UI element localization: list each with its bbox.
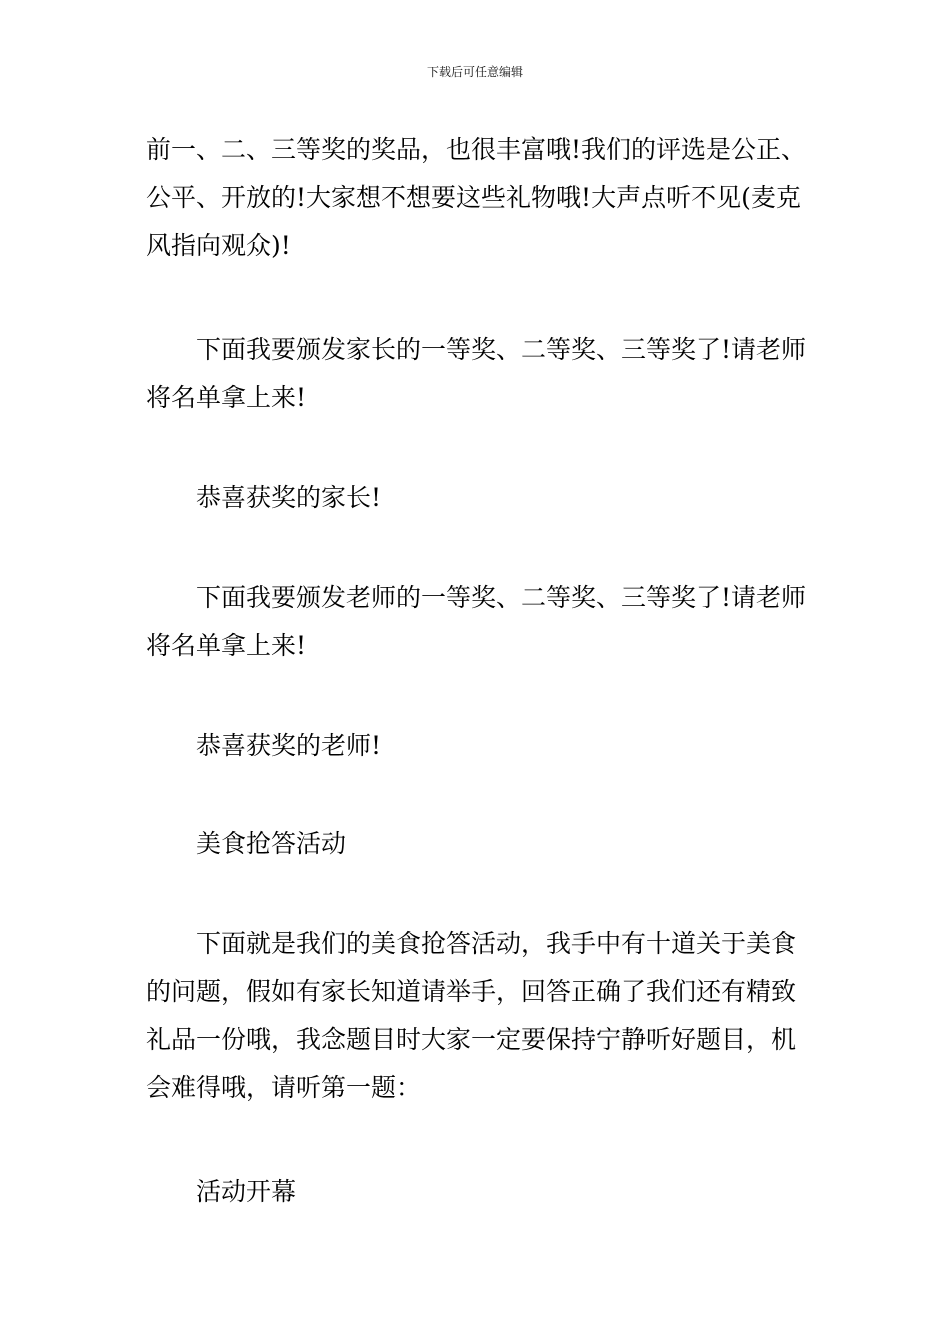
paragraph-food-quiz: 下面就是我们的美食抢答活动，我手中有十道关于美食的问题，假如有家长知道请举手，回答正确了我们还有精致礼品一份哦，我念题目时大家一定要保持宁静听好题目，机会难得哦，请听第一题： bbox=[146, 929, 797, 1102]
page-header: 下载后可任意编辑 bbox=[426, 65, 523, 79]
paragraph-teacher-awards: 下面我要颁发老师的一等奖、二等奖、三等奖了!请老师将名单拿上来! bbox=[146, 583, 807, 660]
section-heading-food-quiz: 美食抢答活动 bbox=[196, 829, 347, 858]
section-heading-opening: 活动开幕 bbox=[196, 1177, 297, 1206]
paragraph-congrats-parents: 恭喜获奖的家长! bbox=[196, 483, 382, 512]
paragraph-prize-intro: 前一、二、三等奖的奖品，也很丰富哦!我们的评选是公正、公平、开放的!大家想不想要这些礼物哦!大声点听不见(麦克风指向观众)! bbox=[146, 135, 807, 260]
paragraph-congrats-teachers: 恭喜获奖的老师! bbox=[196, 731, 382, 760]
paragraph-parent-awards: 下面我要颁发家长的一等奖、二等奖、三等奖了!请老师将名单拿上来! bbox=[146, 335, 807, 412]
